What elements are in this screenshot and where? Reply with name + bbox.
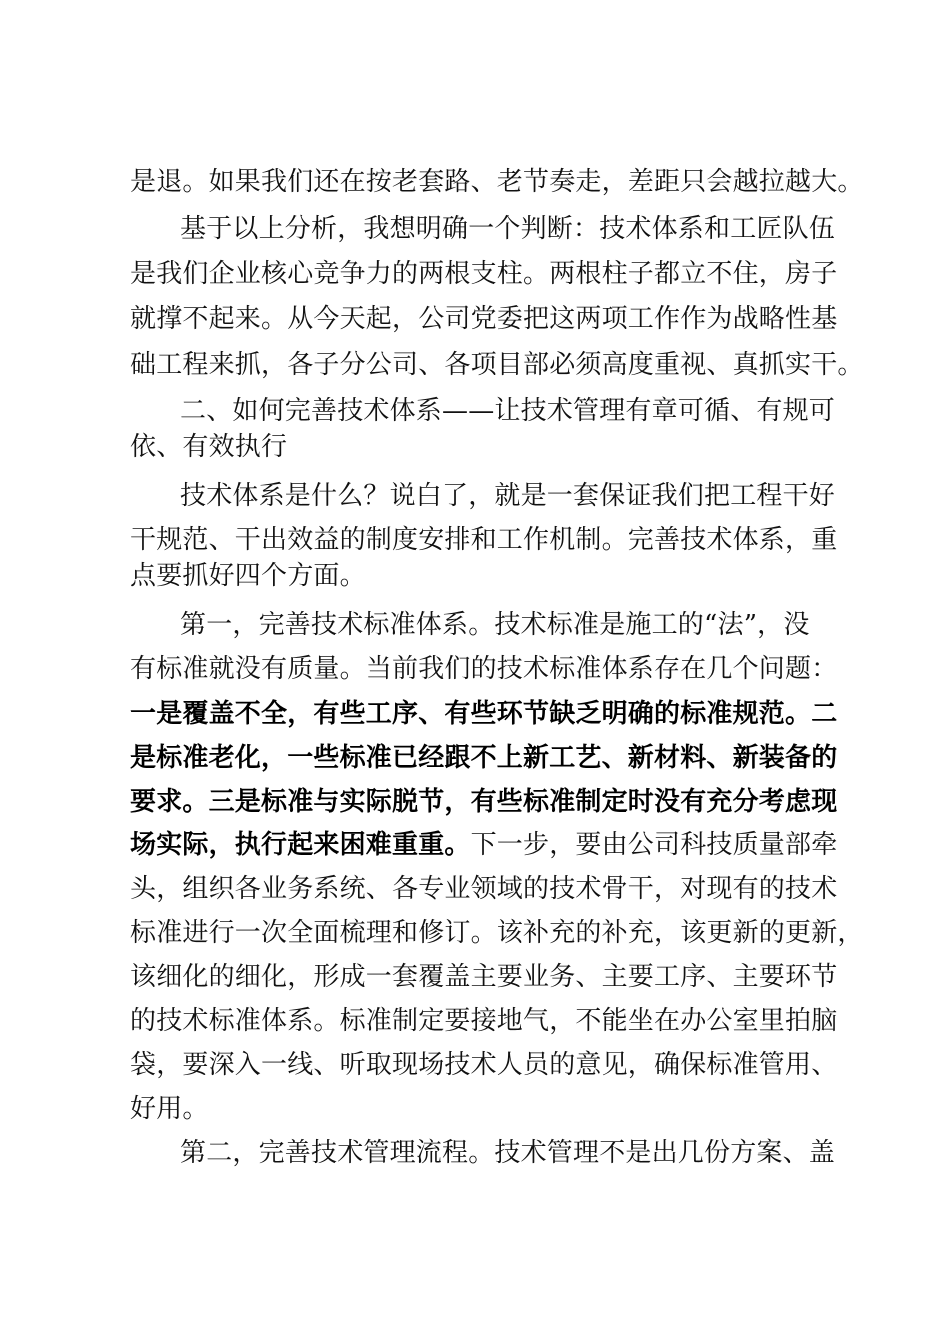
body-line: 干规范、干出效益的制度安排和工作机制。完善技术体系，重 — [130, 525, 838, 555]
regular-text: 下一步，要由公司科技质量部牵 — [470, 830, 838, 860]
body-line: 标准进行一次全面梳理和修订。该补充的补充，该更新的更新， — [130, 918, 864, 948]
body-line: 袋，要深入一线、听取现场技术人员的意见，确保标准管用、 — [130, 1050, 838, 1080]
bold-line: 要求。三是标准与实际脱节，有些标准制定时没有充分考虑现 — [130, 787, 838, 817]
body-line: 是我们企业核心竞争力的两根支柱。两根柱子都立不住，房子 — [130, 259, 838, 289]
body-line: 好用。 — [130, 1094, 209, 1124]
mixed-line — [130, 829, 837, 861]
body-line: 头，组织各业务系统、各专业领域的技术骨干，对现有的技术 — [130, 874, 838, 904]
section-heading-line: 二、如何完善技术体系——让技术管理有章可循、有规可 — [180, 396, 836, 426]
bold-text: 场实际，执行起来困难重重。 — [130, 830, 471, 860]
body-line: 第二，完善技术管理流程。技术管理不是出几份方案、盖 — [180, 1138, 836, 1168]
body-line: 第一，完善技术标准体系。技术标准是施工的“法”，没 — [180, 610, 810, 640]
body-line: 有标准就没有质量。当前我们的技术标准体系存在几个问题： — [130, 654, 838, 684]
bold-line: 一是覆盖不全，有些工序、有些环节缺乏明确的标准规范。二 — [130, 699, 838, 729]
body-line: 础工程来抓，各子分公司、各项目部必须高度重视、真抓实干。 — [130, 350, 864, 380]
section-heading-line: 依、有效执行 — [130, 432, 288, 462]
body-line: 技术体系是什么？说白了，就是一套保证我们把工程干好 — [180, 481, 836, 511]
body-line: 是退。如果我们还在按老套路、老节奏走，差距只会越拉越大。 — [130, 167, 864, 197]
body-line: 该细化的细化，形成一套覆盖主要业务、主要工序、主要环节 — [130, 962, 838, 992]
body-line: 点要抓好四个方面。 — [130, 561, 366, 591]
body-line: 基于以上分析，我想明确一个判断：技术体系和工匠队伍 — [180, 214, 836, 244]
body-line: 就撑不起来。从今天起，公司党委把这两项工作作为战略性基 — [130, 304, 838, 334]
bold-line: 是标准老化，一些标准已经跟不上新工艺、新材料、新装备的 — [130, 743, 838, 773]
body-line: 的技术标准体系。标准制定要接地气，不能坐在办公室里拍脑 — [130, 1006, 838, 1036]
